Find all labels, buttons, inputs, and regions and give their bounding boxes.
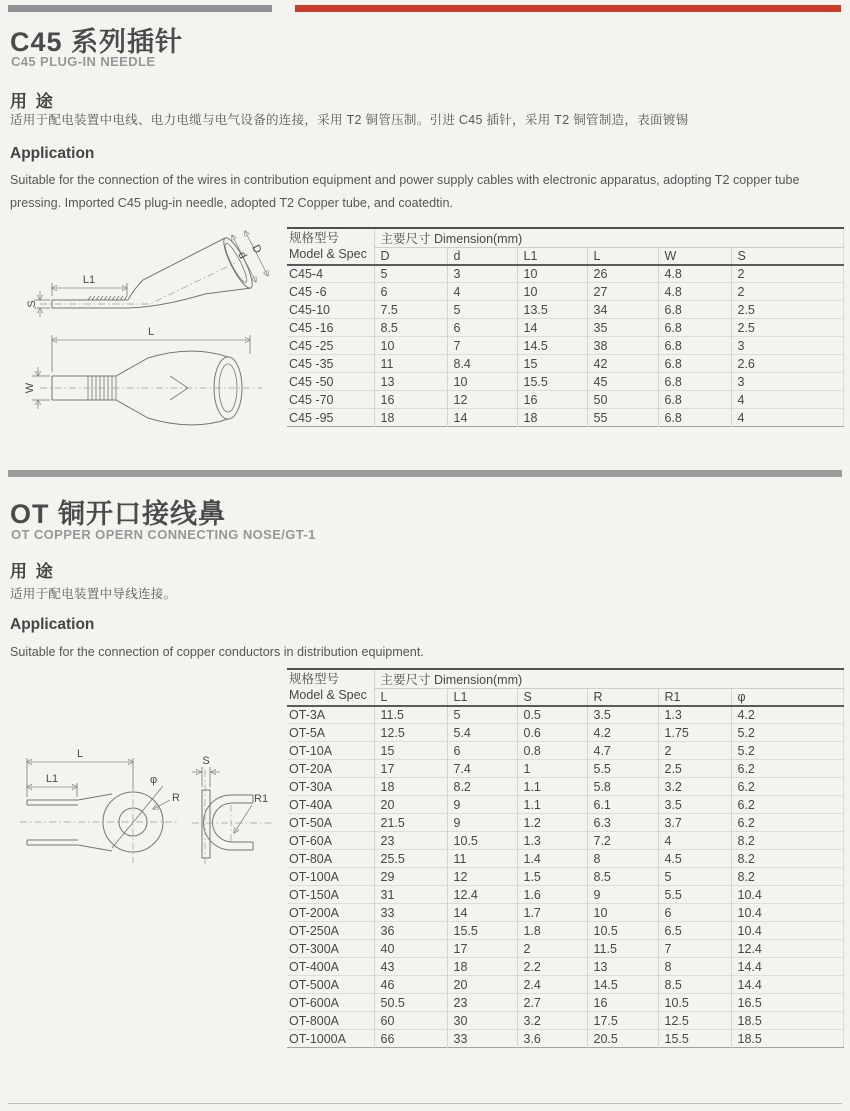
value-cell: 6	[658, 904, 731, 922]
value-cell: 8.2	[447, 778, 517, 796]
ot-application-heading: Application	[10, 616, 95, 633]
model-cell: C45-4	[289, 266, 324, 281]
value-cell: 8.5	[587, 868, 658, 886]
value-cell: 10.5	[447, 832, 517, 850]
value-cell: 6	[374, 283, 447, 301]
value-cell: 43	[374, 958, 447, 976]
value-cell: 0.5	[517, 706, 587, 724]
table-row	[287, 373, 843, 391]
table-row	[287, 355, 843, 373]
dim-label-phi: φ	[150, 774, 158, 786]
c45-technical-drawing	[0, 230, 285, 445]
value-cell: 8.2	[731, 832, 843, 850]
value-cell: 2.5	[731, 301, 843, 319]
value-cell: 10.4	[731, 904, 843, 922]
value-cell: 18	[374, 778, 447, 796]
value-cell: 3.5	[587, 706, 658, 724]
model-spec-header	[287, 669, 374, 706]
value-cell: 3.2	[517, 1012, 587, 1030]
value-cell: 25.5	[374, 850, 447, 868]
value-cell: 10	[447, 373, 517, 391]
column-header: R	[587, 689, 658, 706]
value-cell: 3	[447, 265, 517, 283]
value-cell: 5.2	[731, 724, 843, 742]
value-cell: 36	[374, 922, 447, 940]
value-cell: 14	[447, 904, 517, 922]
value-cell: 1.75	[658, 724, 731, 742]
value-cell: 40	[374, 940, 447, 958]
c45-usage-heading: 用 途	[10, 92, 55, 111]
table-row	[287, 337, 843, 355]
table-row	[287, 1030, 843, 1048]
value-cell: 20.5	[587, 1030, 658, 1048]
value-cell: 3.7	[658, 814, 731, 832]
value-cell: 1.4	[517, 850, 587, 868]
value-cell: 4	[731, 391, 843, 409]
value-cell: 5.2	[731, 742, 843, 760]
value-cell: 8	[587, 850, 658, 868]
value-cell: 14.4	[731, 976, 843, 994]
value-cell: 1.7	[517, 904, 587, 922]
value-cell: 50.5	[374, 994, 447, 1012]
value-cell: 1.8	[517, 922, 587, 940]
value-cell: 8.4	[447, 355, 517, 373]
value-cell: 17	[374, 760, 447, 778]
value-cell: 2.5	[658, 760, 731, 778]
value-cell: 1.5	[517, 868, 587, 886]
dim-label-l: L	[76, 748, 84, 760]
value-cell: 7.2	[587, 832, 658, 850]
value-cell: 6.8	[658, 391, 731, 409]
value-cell: 7.4	[447, 760, 517, 778]
value-cell: 2.5	[731, 319, 843, 337]
value-cell: 6.2	[731, 760, 843, 778]
value-cell: 38	[587, 337, 658, 355]
value-cell: 2.4	[517, 976, 587, 994]
value-cell: 33	[374, 904, 447, 922]
section-divider-bar	[8, 470, 842, 477]
dim-label-l1: L1	[45, 773, 59, 785]
value-cell: 4	[731, 409, 843, 427]
column-header: L1	[447, 689, 517, 706]
value-cell: 5.4	[447, 724, 517, 742]
ot-spec-table	[287, 668, 844, 1048]
table-row	[287, 742, 843, 760]
value-cell: 5	[447, 301, 517, 319]
value-cell: 6.2	[731, 778, 843, 796]
model-cell: OT-50A	[287, 814, 374, 832]
column-header: S	[517, 689, 587, 706]
model-cell: OT-5A	[287, 724, 374, 742]
dim-label-d: d	[235, 249, 249, 261]
value-cell: 10.5	[658, 994, 731, 1012]
column-header: d	[447, 248, 517, 265]
value-cell: 6.3	[587, 814, 658, 832]
c45-section-title: C45 系列插针	[10, 27, 184, 57]
model-cell: C45 -70	[287, 391, 374, 409]
value-cell: 3.6	[517, 1030, 587, 1048]
c45-usage-text: 适用于配电装置中电线、电力电缆与电气设备的连接，采用 T2 铜管压制。引进 C45 插针，采用 T2 铜管制造，表面镀锡	[10, 113, 689, 127]
value-cell: 4.2	[587, 724, 658, 742]
c45-table-body	[287, 265, 843, 427]
value-cell: 4.7	[587, 742, 658, 760]
model-cell: OT-10A	[287, 742, 374, 760]
value-cell: 0.8	[517, 742, 587, 760]
column-header: D	[374, 248, 447, 265]
value-cell: 16	[517, 391, 587, 409]
value-cell: 3	[731, 373, 843, 391]
table-row	[287, 832, 843, 850]
value-cell: 31	[374, 886, 447, 904]
value-cell: 14	[517, 319, 587, 337]
ot-table-body	[287, 706, 843, 1048]
value-cell: 3.2	[658, 778, 731, 796]
table-row	[287, 319, 843, 337]
dim-label-r: R	[172, 792, 180, 804]
value-cell: 55	[587, 409, 658, 427]
column-header: R1	[658, 689, 731, 706]
table-row	[287, 391, 843, 409]
value-cell: 17.5	[587, 1012, 658, 1030]
model-cell: OT-400A	[287, 958, 374, 976]
model-header-en: Model & Spec	[289, 688, 367, 703]
value-cell: 6.8	[658, 355, 731, 373]
table-row	[287, 922, 843, 940]
value-cell: 34	[587, 301, 658, 319]
value-cell: 45	[587, 373, 658, 391]
value-cell: 10.5	[587, 922, 658, 940]
value-cell: 11.5	[374, 706, 447, 724]
value-cell: 12.5	[658, 1012, 731, 1030]
value-cell: 16	[587, 994, 658, 1012]
value-cell: 20	[447, 976, 517, 994]
table-row	[287, 265, 843, 283]
table-row	[287, 301, 843, 319]
value-cell: 9	[587, 886, 658, 904]
value-cell: 15.5	[658, 1030, 731, 1048]
value-cell: 6.2	[731, 814, 843, 832]
model-cell: C45 -25	[287, 337, 374, 355]
value-cell: 18	[517, 409, 587, 427]
value-cell: 2.2	[517, 958, 587, 976]
value-cell: 5.8	[587, 778, 658, 796]
value-cell: 8.2	[731, 850, 843, 868]
value-cell: 46	[374, 976, 447, 994]
model-cell: C45 -35	[287, 355, 374, 373]
value-cell: 18.5	[731, 1030, 843, 1048]
model-spec-header	[287, 228, 374, 265]
value-cell: 35	[587, 319, 658, 337]
model-cell: OT-30A	[287, 778, 374, 796]
value-cell: 4	[447, 283, 517, 301]
value-cell: 6.8	[658, 301, 731, 319]
value-cell: 2.6	[731, 355, 843, 373]
value-cell: 6.8	[658, 319, 731, 337]
column-header: L	[374, 689, 447, 706]
value-cell: 60	[374, 1012, 447, 1030]
value-cell: 18	[447, 958, 517, 976]
value-cell: 8.5	[374, 319, 447, 337]
table-row	[287, 850, 843, 868]
dim-label-l: L	[147, 326, 155, 338]
value-cell: 3.5	[658, 796, 731, 814]
value-cell: 6	[447, 742, 517, 760]
value-cell: 7	[447, 337, 517, 355]
value-cell: 18.5	[731, 1012, 843, 1030]
header-gray-bar	[8, 5, 272, 12]
value-cell: 9	[447, 814, 517, 832]
ot-usage-text: 适用于配电装置中导线连接。	[10, 587, 177, 601]
table-row	[287, 904, 843, 922]
value-cell: 7	[658, 940, 731, 958]
dim-label-s: S	[202, 755, 210, 767]
column-header: φ	[731, 689, 843, 706]
value-cell: 6	[447, 319, 517, 337]
value-cell: 66	[374, 1030, 447, 1048]
column-header: S	[731, 248, 843, 265]
table-row	[287, 814, 843, 832]
header-red-bar	[295, 5, 841, 12]
table-row	[287, 868, 843, 886]
model-cell: C45-10	[287, 301, 374, 319]
column-header: W	[658, 248, 731, 265]
value-cell: 10	[517, 265, 587, 283]
value-cell: 8	[658, 958, 731, 976]
model-cell: OT-100A	[287, 868, 374, 886]
dimension-header: 主要尺寸 Dimension(mm)	[374, 669, 843, 689]
table-row	[287, 994, 843, 1012]
value-cell: 4.8	[658, 265, 731, 283]
value-cell: 5	[658, 868, 731, 886]
value-cell: 27	[587, 283, 658, 301]
column-header: L	[587, 248, 658, 265]
value-cell: 2	[517, 940, 587, 958]
value-cell: 12.4	[447, 886, 517, 904]
dim-label-l1: L1	[82, 274, 96, 286]
model-cell: C45 -95	[287, 409, 374, 427]
value-cell: 14.4	[731, 958, 843, 976]
page-bottom-rule	[8, 1103, 842, 1104]
value-cell: 1.6	[517, 886, 587, 904]
ot-application-text: Suitable for the connection of copper conductors in distribution equipment.	[10, 645, 424, 659]
table-row	[287, 958, 843, 976]
value-cell: 12.4	[731, 940, 843, 958]
value-cell: 42	[587, 355, 658, 373]
model-cell: OT-3A	[289, 707, 326, 722]
model-header-cn: 规格型号	[289, 231, 340, 246]
value-cell: 1.1	[517, 778, 587, 796]
value-cell: 11	[447, 850, 517, 868]
model-cell: OT-500A	[287, 976, 374, 994]
value-cell: 5	[447, 706, 517, 724]
table-row	[287, 706, 843, 724]
model-cell: OT-60A	[287, 832, 374, 850]
model-cell: OT-250A	[287, 922, 374, 940]
value-cell: 29	[374, 868, 447, 886]
value-cell: 23	[447, 994, 517, 1012]
value-cell: 0.6	[517, 724, 587, 742]
table-row	[287, 1012, 843, 1030]
value-cell: 6.5	[658, 922, 731, 940]
value-cell: 18	[374, 409, 447, 427]
model-cell: OT-800A	[287, 1012, 374, 1030]
value-cell: 10.4	[731, 886, 843, 904]
value-cell: 5	[374, 265, 447, 283]
table-row	[287, 409, 843, 427]
ot-section-title: OT 铜开口接线鼻	[10, 499, 226, 529]
value-cell: 11.5	[587, 940, 658, 958]
value-cell: 4.5	[658, 850, 731, 868]
value-cell: 12	[447, 868, 517, 886]
value-cell: 6.8	[658, 409, 731, 427]
value-cell: 3	[731, 337, 843, 355]
value-cell: 4	[658, 832, 731, 850]
value-cell: 15.5	[517, 373, 587, 391]
value-cell: 15	[517, 355, 587, 373]
c45-spec-table	[287, 227, 844, 427]
value-cell: 2.7	[517, 994, 587, 1012]
value-cell: 13.5	[517, 301, 587, 319]
value-cell: 10.4	[731, 922, 843, 940]
value-cell: 14.5	[587, 976, 658, 994]
table-row	[287, 886, 843, 904]
ot-section-subtitle: OT COPPER OPERN CONNECTING NOSE/GT-1	[11, 527, 316, 542]
model-cell: OT-300A	[287, 940, 374, 958]
table-row	[287, 796, 843, 814]
model-cell: OT-150A	[287, 886, 374, 904]
dim-label-D: D	[249, 242, 264, 256]
table-row	[287, 778, 843, 796]
value-cell: 6.2	[731, 796, 843, 814]
table-row	[287, 724, 843, 742]
table-row	[287, 283, 843, 301]
c45-section-subtitle: C45 PLUG-IN NEEDLE	[11, 54, 156, 69]
model-cell: C45 -50	[287, 373, 374, 391]
model-header-cn: 规格型号	[289, 672, 340, 687]
value-cell: 50	[587, 391, 658, 409]
value-cell: 7.5	[374, 301, 447, 319]
dimension-header: 主要尺寸 Dimension(mm)	[374, 228, 843, 248]
value-cell: 13	[374, 373, 447, 391]
table-row	[287, 940, 843, 958]
value-cell: 2	[731, 283, 843, 301]
column-header: L1	[517, 248, 587, 265]
c45-application-text: Suitable for the connection of the wires in contribution equipment and power supply cables with electronic apparatus, adopting T2 copper tube pressing. Imported C45 plug-in needle, adopted T2 Copper tube, and coatedtin.	[10, 173, 800, 210]
value-cell: 1.1	[517, 796, 587, 814]
value-cell: 4.8	[658, 283, 731, 301]
dim-label-s: S	[26, 300, 38, 308]
value-cell: 23	[374, 832, 447, 850]
value-cell: 15.5	[447, 922, 517, 940]
value-cell: 10	[374, 337, 447, 355]
value-cell: 15	[374, 742, 447, 760]
value-cell: 9	[447, 796, 517, 814]
value-cell: 2	[658, 742, 731, 760]
value-cell: 11	[374, 355, 447, 373]
dim-label-w: W	[24, 382, 36, 394]
value-cell: 5.5	[658, 886, 731, 904]
ot-usage-heading: 用 途	[10, 562, 55, 581]
value-cell: 14.5	[517, 337, 587, 355]
model-cell: OT-40A	[287, 796, 374, 814]
model-cell: OT-200A	[287, 904, 374, 922]
value-cell: 5.5	[587, 760, 658, 778]
value-cell: 1.3	[517, 832, 587, 850]
table-row	[287, 760, 843, 778]
model-header-en: Model & Spec	[289, 247, 367, 262]
model-cell: C45 -6	[287, 283, 374, 301]
value-cell: 33	[447, 1030, 517, 1048]
value-cell: 6.1	[587, 796, 658, 814]
model-cell: C45 -16	[287, 319, 374, 337]
value-cell: 4.2	[731, 706, 843, 724]
value-cell: 6.8	[658, 373, 731, 391]
value-cell: 30	[447, 1012, 517, 1030]
value-cell: 12.5	[374, 724, 447, 742]
value-cell: 6.8	[658, 337, 731, 355]
value-cell: 16	[374, 391, 447, 409]
model-cell: OT-600A	[287, 994, 374, 1012]
value-cell: 14	[447, 409, 517, 427]
ot-technical-drawing	[0, 745, 285, 910]
value-cell: 21.5	[374, 814, 447, 832]
c45-application-heading: Application	[10, 145, 95, 162]
value-cell: 2	[731, 265, 843, 283]
value-cell: 16.5	[731, 994, 843, 1012]
model-cell: OT-1000A	[287, 1030, 374, 1048]
value-cell: 1.3	[658, 706, 731, 724]
value-cell: 10	[587, 904, 658, 922]
value-cell: 1.2	[517, 814, 587, 832]
value-cell: 8.5	[658, 976, 731, 994]
model-cell: OT-80A	[287, 850, 374, 868]
value-cell: 8.2	[731, 868, 843, 886]
value-cell: 1	[517, 760, 587, 778]
value-cell: 17	[447, 940, 517, 958]
value-cell: 26	[587, 265, 658, 283]
value-cell: 13	[587, 958, 658, 976]
value-cell: 20	[374, 796, 447, 814]
table-row	[287, 976, 843, 994]
dim-label-r1: R1	[254, 793, 269, 805]
value-cell: 12	[447, 391, 517, 409]
model-cell: OT-20A	[287, 760, 374, 778]
value-cell: 10	[517, 283, 587, 301]
